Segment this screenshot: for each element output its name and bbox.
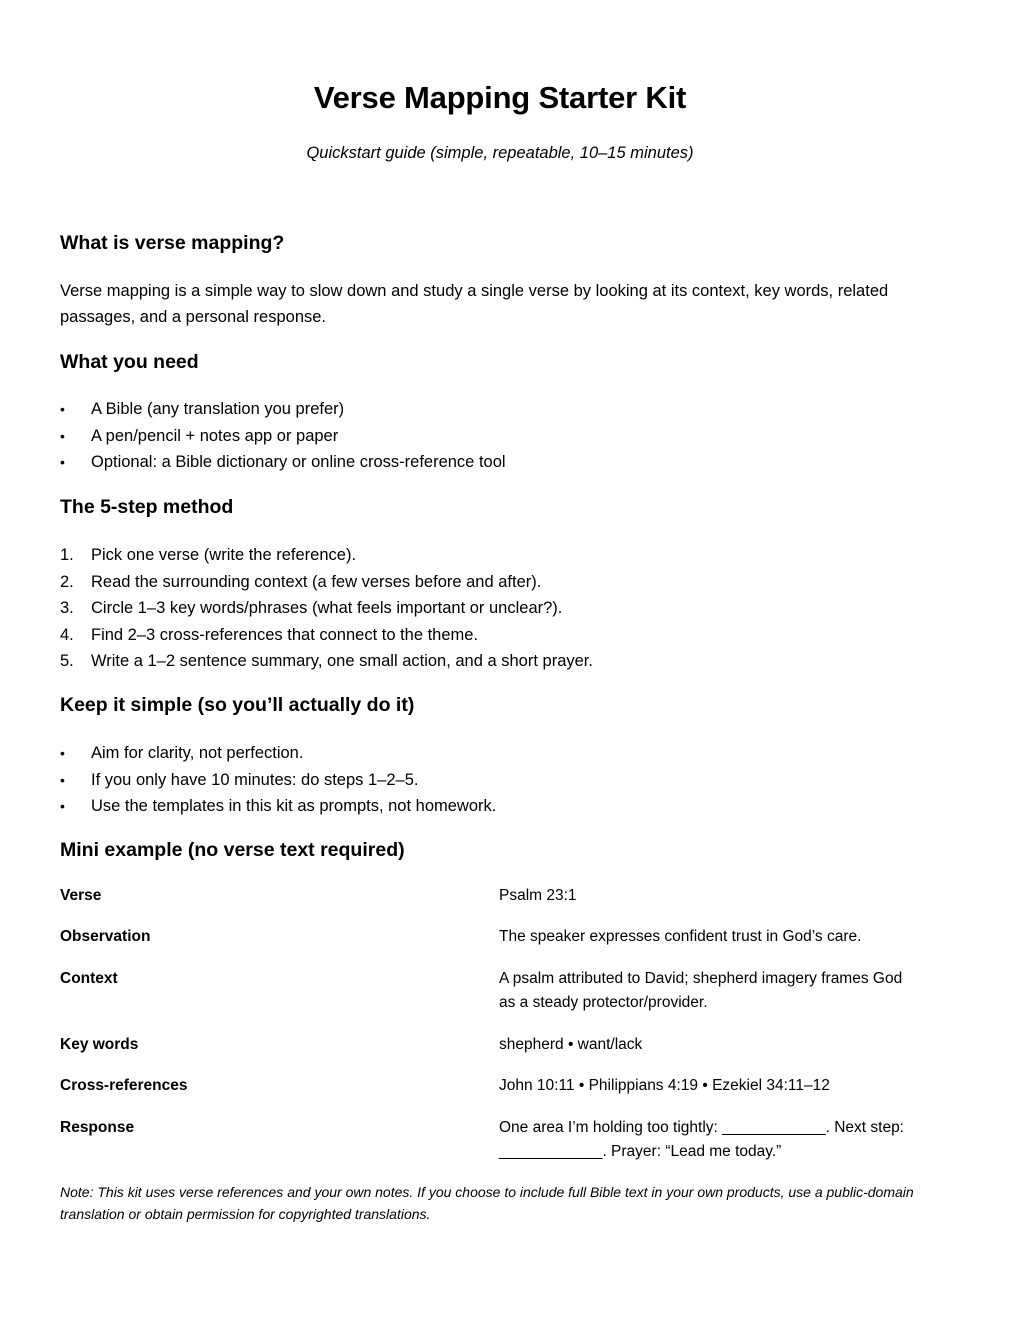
list-item-text: Optional: a Bible dictionary or online cross-reference tool [91,453,506,471]
page-subtitle: Quickstart guide (simple, repeatable, 10–15 minutes) [306,144,694,162]
what-is-paragraph: Verse mapping is a simple way to slow down and study a single verse by looking at its context, key words, related passages, and a personal response. [60,282,889,326]
bullet-icon: • [60,771,65,788]
bullet-icon: • [60,745,65,761]
example-label: Key words [60,1036,139,1053]
bullet-icon: • [60,454,65,470]
heading-what-is: What is verse mapping? [60,232,285,254]
bullet-icon: • [60,427,65,444]
list-item [60,740,496,767]
step-number: 2. [60,572,74,591]
example-label: Response [60,1119,135,1136]
list-item-text: Pick one verse (write the reference). [91,546,357,564]
heading-keep-it-simple: Keep it simple (so you’ll actually do it) [60,694,415,716]
example-value: Psalm 23:1 [499,887,577,904]
bullet-icon: • [60,401,65,417]
example-value: John 10:11 • Philippians 4:19 • Ezekiel 34:11–12 [499,1077,830,1094]
list-item-text: If you only have 10 minutes: do steps 1–2–5. [91,770,419,789]
step-number: 4. [60,625,74,644]
step-number: 1. [60,546,74,564]
page-title: Verse Mapping Starter Kit [313,80,687,115]
list-item-text: A Bible (any translation you prefer) [91,400,345,418]
list-item-text: Read the surrounding context (a few verses before and after). [91,572,542,591]
example-label: Cross-references [60,1077,188,1094]
example-label: Observation [60,928,151,945]
list-item [60,595,593,622]
list-item-text: A pen/pencil + notes app or paper [91,426,339,445]
list-item-text: Use the templates in this kit as prompts, not homework. [91,797,497,815]
heading-mini-example: Mini example (no verse text required) [60,839,405,861]
example-value: A psalm attributed to David; shepherd imagery frames God as a steady protector/provider. [499,970,903,1011]
heading-what-you-need: What you need [60,351,199,373]
list-item [60,449,506,476]
example-value: The speaker expresses confident trust in God’s care. [499,928,862,945]
list-item [60,542,593,569]
simple-list [60,740,496,820]
need-list [60,396,506,476]
list-item [60,648,593,675]
example-value: shepherd • want/lack [499,1036,643,1053]
list-item [60,767,496,794]
list-item [60,793,496,820]
bullet-icon: • [60,798,65,814]
list-item-text: Aim for clarity, not perfection. [91,744,304,762]
step-number: 3. [60,599,74,617]
method-list [60,542,593,675]
step-number: 5. [60,652,74,670]
list-item [60,569,593,596]
list-item-text: Circle 1–3 key words/phrases (what feels important or unclear?). [91,599,563,617]
footnote: Note: This kit uses verse references and your own notes. If you choose to include full Bible text in your own products, use a public-domain translation or obtain permission for copyrighted translations. [60,1184,914,1222]
list-item [60,622,593,649]
list-item [60,396,506,423]
heading-method: The 5-step method [60,496,234,518]
list-item-text: Write a 1–2 sentence summary, one small action, and a short prayer. [91,652,593,670]
list-item [60,423,506,450]
list-item-text: Find 2–3 cross-references that connect to the theme. [91,625,479,644]
example-label: Verse [60,887,102,904]
example-value: One area I’m holding too tightly: ____________. Next step: ____________. Prayer: “Lead me today.” [499,1119,904,1160]
example-label: Context [60,970,118,987]
